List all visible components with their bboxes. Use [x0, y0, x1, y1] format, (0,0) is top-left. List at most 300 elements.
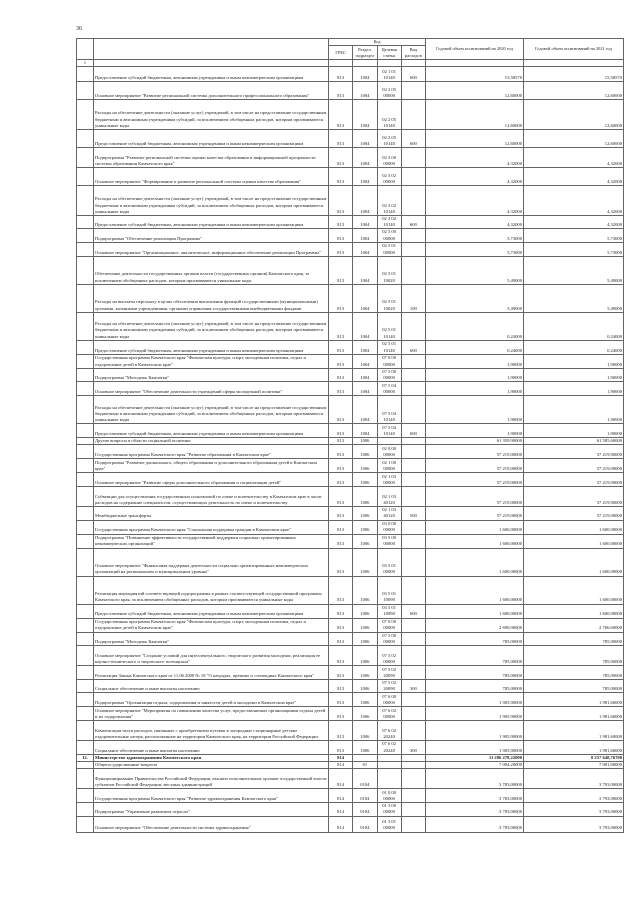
table-row	[77, 354, 624, 368]
table-row	[77, 167, 624, 185]
row-name: Министерство здравоохранения Камчатского края	[94, 754, 329, 761]
index-row	[77, 60, 624, 67]
row-grbs: 813	[329, 507, 353, 520]
row-sum-2020: 61 359,90000	[426, 438, 524, 445]
row-grbs: 813	[329, 185, 353, 215]
row-razdel: 1004	[353, 147, 377, 167]
row-target-article: 02 5 01 10020	[377, 256, 401, 284]
row-expense-type	[401, 396, 425, 424]
header-razdel: Раздел, подраздел	[353, 46, 377, 60]
table-row	[77, 721, 624, 741]
row-sum-2021: 2 766,60000	[524, 618, 624, 632]
row-grbs: 814	[329, 761, 353, 768]
row-grbs: 813	[329, 340, 353, 354]
row-razdel: 1004	[353, 368, 377, 381]
row-target-article: 07 6 02 00000	[377, 707, 401, 721]
row-number	[77, 680, 94, 693]
row-target-article: 07 5 02 20090	[377, 666, 401, 680]
row-name: Государственная программа Камчатского края "Физическая культура, спорт, молодежная политика, отдых и оздоровление детей в Камчатском крае"	[94, 354, 329, 368]
row-name: Реализация Закона Камчатского края от 11.06.2008 № 18 "О наградах, премиях и стипендиях Камчатского края"	[94, 666, 329, 680]
row-sum-2020: 15,58570	[426, 66, 524, 81]
header-row-1	[77, 39, 624, 46]
table-row	[77, 618, 624, 632]
row-sum-2020: 1 905,90000	[426, 721, 524, 741]
row-sum-2021: 4,32000	[524, 185, 624, 215]
row-grbs: 813	[329, 256, 353, 284]
budget-table	[76, 38, 624, 833]
row-name: Социальное обеспечение и иные выплаты населению	[94, 680, 329, 693]
row-number	[77, 741, 94, 754]
row-sum-2020: 3 783,00000	[426, 803, 524, 816]
row-target-article: 01 0 00 00000	[377, 789, 401, 803]
row-sum-2020: 785,00000	[426, 666, 524, 680]
row-name: Подпрограмма "Обеспечение реализации Программы"	[94, 229, 329, 242]
row-name: Общегосударственные вопросы	[94, 761, 329, 768]
row-number	[77, 147, 94, 167]
row-sum-2021: 5,73000	[524, 229, 624, 242]
row-number	[77, 604, 94, 618]
row-name: Обеспечение деятельности государственных органов власти (государственных органов) Камчатского края, за исключением обобщенных расходов, которым присваиваются уникальные коды	[94, 256, 329, 284]
row-grbs: 813	[329, 473, 353, 487]
row-name: Основное мероприятие "Финансовая поддержка деятельности социально ориентированных некоммерческих организаций на региональном и муниципальном уровнях"	[94, 548, 329, 576]
row-name: Расходы на обеспечение деятельности (оказание услуг) учреждений, в том числе на предоставление государственным бюджетным и автономным учреждениям субсидий, за исключением обобщенных расходов, которым присваиваются уникальные коды	[94, 185, 329, 215]
row-expense-type	[401, 761, 425, 768]
row-expense-type	[401, 693, 425, 707]
row-number	[77, 445, 94, 459]
row-expense-type	[401, 256, 425, 284]
row-grbs: 813	[329, 707, 353, 721]
row-expense-type	[401, 534, 425, 548]
row-expense-type: 600	[401, 215, 425, 228]
row-name: Основное мероприятие "Формирование и развитие региональной системы оценки качества образования"	[94, 167, 329, 185]
row-number	[77, 769, 94, 789]
row-grbs: 813	[329, 445, 353, 459]
row-sum-2020: 57 219,00000	[426, 473, 524, 487]
row-razdel: 1006	[353, 632, 377, 645]
row-razdel: 1006	[353, 520, 377, 534]
row-name: Предоставление субсидий бюджетным, автономным учреждениям и иным некоммерческим организациям	[94, 66, 329, 81]
row-sum-2021: 785,00000	[524, 632, 624, 645]
row-target-article: 07 5 02 00000	[377, 646, 401, 666]
row-name: Государственная программа Камчатского края "Развитие образования в Камчатском крае"	[94, 445, 329, 459]
row-number	[77, 354, 94, 368]
row-expense-type	[401, 754, 425, 761]
row-sum-2021: 57 219,00000	[524, 487, 624, 507]
table-row	[77, 534, 624, 548]
row-expense-type	[401, 459, 425, 473]
row-target-article: 02 1 03 40120	[377, 487, 401, 507]
row-grbs: 813	[329, 129, 353, 147]
row-grbs: 814	[329, 789, 353, 803]
row-sum-2020: 57 219,00000	[426, 487, 524, 507]
row-razdel: 1004	[353, 185, 377, 215]
row-target-article: 07 5 00 00000	[377, 632, 401, 645]
row-grbs: 813	[329, 229, 353, 242]
row-expense-type	[401, 789, 425, 803]
table-row	[77, 803, 624, 816]
row-sum-2020: 4,32000	[426, 167, 524, 185]
row-grbs: 813	[329, 81, 353, 99]
row-target-article: 07 0 00 00000	[377, 618, 401, 632]
row-expense-type	[401, 368, 425, 381]
table-row	[77, 312, 624, 340]
row-target-article: 01 3 00 00000	[377, 803, 401, 816]
row-sum-2021: 5,73000	[524, 242, 624, 256]
row-number	[77, 816, 94, 832]
table-row	[77, 81, 624, 99]
table-row	[77, 680, 624, 693]
row-sum-2020: 5,73000	[426, 229, 524, 242]
row-expense-type	[401, 81, 425, 99]
row-razdel: 1006	[353, 548, 377, 576]
row-number	[77, 693, 94, 707]
row-name: Основное мероприятие "Обеспечение деятельности системы здравоохранения"	[94, 816, 329, 832]
row-grbs: 813	[329, 438, 353, 445]
row-sum-2021: 1 600,00000	[524, 604, 624, 618]
row-name: Расходы на обеспечение деятельности (оказание услуг) учреждений, в том числе на предоставление государственным бюджетным и автономным учреждениям субсидий, за исключением обобщенных расходов, которым присваиваются уникальные коды	[94, 396, 329, 424]
row-target-article: 07 5 02 20090	[377, 680, 401, 693]
row-number	[77, 761, 94, 768]
row-sum-2021: 4,32000	[524, 215, 624, 228]
row-sum-2021: 12,60000	[524, 129, 624, 147]
row-target-article: 02 2 05 10140	[377, 99, 401, 129]
row-target-article: 07 0 00 00000	[377, 354, 401, 368]
row-razdel: 1004	[353, 167, 377, 185]
table-row	[77, 693, 624, 707]
row-sum-2021: 1 981,60000	[524, 721, 624, 741]
table-row	[77, 396, 624, 424]
row-number	[77, 721, 94, 741]
row-grbs: 813	[329, 99, 353, 129]
row-number	[77, 81, 94, 99]
row-razdel: 0104	[353, 803, 377, 816]
row-sum-2021: 1,90000	[524, 354, 624, 368]
row-number	[77, 666, 94, 680]
table-row	[77, 769, 624, 789]
row-razdel: 1004	[353, 129, 377, 147]
row-sum-2021: 15,58570	[524, 66, 624, 81]
row-grbs: 813	[329, 147, 353, 167]
row-sum-2020: 12,60000	[426, 81, 524, 99]
row-target-article: 03 5 00 00000	[377, 534, 401, 548]
row-razdel: 1006	[353, 473, 377, 487]
table-row	[77, 215, 624, 228]
row-target-article: 02 1 03 00000	[377, 473, 401, 487]
row-target-article: 03 5 01 10090	[377, 604, 401, 618]
row-grbs: 814	[329, 803, 353, 816]
table-row	[77, 487, 624, 507]
row-grbs: 813	[329, 487, 353, 507]
row-target-article: 02 5 01 00000	[377, 242, 401, 256]
row-grbs: 813	[329, 646, 353, 666]
header-sum-2020: Годовой объем ассигнований на 2020 год	[426, 39, 524, 60]
row-sum-2020: 1 905,90000	[426, 693, 524, 707]
header-code-group: Код	[329, 39, 426, 46]
row-grbs: 813	[329, 721, 353, 741]
row-name: Подпрограмма "Управление развитием отрасли"	[94, 803, 329, 816]
row-number	[77, 340, 94, 354]
row-grbs: 813	[329, 741, 353, 754]
row-target-article: 07 6 00 00000	[377, 693, 401, 707]
row-target-article: 02 2 05 10140	[377, 129, 401, 147]
row-number	[77, 438, 94, 445]
row-sum-2021: 1 600,00000	[524, 520, 624, 534]
table-row	[77, 424, 624, 438]
table-row	[77, 438, 624, 445]
row-sum-2020: 57 219,00000	[426, 507, 524, 520]
index-cell	[524, 60, 624, 67]
row-razdel: 1006	[353, 618, 377, 632]
row-sum-2021: 785,00000	[524, 680, 624, 693]
row-sum-2020: 12,60000	[426, 129, 524, 147]
row-name: Подпрограмма "Развитие дошкольного, общего образования и дополнительного образования детей в Камчатском крае"	[94, 459, 329, 473]
header-num	[77, 39, 94, 60]
row-expense-type	[401, 769, 425, 789]
row-expense-type	[401, 438, 425, 445]
row-name: Государственная программа Камчатского края "Социальная поддержка граждан в Камчатском крае"	[94, 520, 329, 534]
row-sum-2021: 1 981,60000	[524, 707, 624, 721]
row-sum-2020: 57 219,00000	[426, 459, 524, 473]
row-number	[77, 646, 94, 666]
row-name: Предоставление субсидий бюджетным, автономным учреждениям и иным некоммерческим организациям	[94, 215, 329, 228]
row-grbs: 813	[329, 354, 353, 368]
row-razdel: 1006	[353, 666, 377, 680]
header-grbs: ГРБС	[329, 46, 353, 60]
row-sum-2021: 57 219,00000	[524, 473, 624, 487]
table-row	[77, 368, 624, 381]
row-grbs: 813	[329, 534, 353, 548]
index-cell	[377, 60, 401, 67]
row-expense-type	[401, 312, 425, 340]
row-number	[77, 66, 94, 81]
table-row	[77, 646, 624, 666]
table-row	[77, 604, 624, 618]
table-body	[77, 66, 624, 832]
row-name: Другие вопросы в области социальной политики	[94, 438, 329, 445]
row-target-article	[377, 769, 401, 789]
row-grbs: 813	[329, 312, 353, 340]
row-target-article: 02 3 02 10140	[377, 215, 401, 228]
table-row	[77, 789, 624, 803]
row-name: Подпрограмма "Развитие региональной системы оценки качества образования и информационной прозрачности системы образования Камчатского края"	[94, 147, 329, 167]
row-name: Предоставление субсидий бюджетным, автономным учреждениям и иным некоммерческим организациям	[94, 424, 329, 438]
row-number	[77, 256, 94, 284]
row-expense-type	[401, 354, 425, 368]
row-grbs: 813	[329, 680, 353, 693]
row-grbs: 813	[329, 693, 353, 707]
row-sum-2021: 785,00000	[524, 646, 624, 666]
row-grbs: 813	[329, 424, 353, 438]
row-sum-2021: 61 585,60000	[524, 438, 624, 445]
row-name: Основное мероприятие "Мероприятия по повышению качества услуг, предоставляемых организациями отдыха детей и их оздоровления"	[94, 707, 329, 721]
row-expense-type	[401, 632, 425, 645]
row-target-article	[377, 754, 401, 761]
row-grbs: 813	[329, 368, 353, 381]
row-sum-2021: 12,60000	[524, 81, 624, 99]
row-target-article: 02 1 03 40120	[377, 507, 401, 520]
row-name: Основное мероприятие "Создание условий для интеллектуального, творческого развития молодежи, реализация ее научно-технического и творческого потенциала"	[94, 646, 329, 666]
row-number	[77, 473, 94, 487]
row-number	[77, 382, 94, 396]
row-razdel: 01	[353, 761, 377, 768]
row-number	[77, 459, 94, 473]
row-sum-2021: 1 600,00000	[524, 534, 624, 548]
row-number	[77, 632, 94, 645]
row-sum-2021: 0,24000	[524, 312, 624, 340]
row-name: Расходы на обеспечение деятельности (оказание услуг) учреждений, в том числе на предоставление государственным бюджетным и автономным учреждениям субсидий, за исключением обобщенных расходов, которым присваиваются уникальные коды	[94, 99, 329, 129]
row-grbs: 813	[329, 618, 353, 632]
row-expense-type: 300	[401, 680, 425, 693]
table-row	[77, 520, 624, 534]
row-razdel: 1006	[353, 507, 377, 520]
row-razdel: 1006	[353, 487, 377, 507]
row-expense-type	[401, 721, 425, 741]
header-expense-type: Вид расходов	[401, 46, 425, 60]
row-expense-type	[401, 445, 425, 459]
row-razdel: 1006	[353, 741, 377, 754]
row-expense-type	[401, 548, 425, 576]
row-grbs: 813	[329, 215, 353, 228]
row-number	[77, 618, 94, 632]
row-grbs: 813	[329, 242, 353, 256]
row-grbs: 813	[329, 382, 353, 396]
row-grbs: 813	[329, 604, 353, 618]
row-sum-2021: 4,32000	[524, 167, 624, 185]
row-expense-type: 600	[401, 424, 425, 438]
row-target-article: 02 5 00 00000	[377, 229, 401, 242]
row-name: Компенсация части расходов, связанных с приобретением путевок в загородные стационарные детские оздоровительные лагеря, расположенные на территории Камчатского края, на территории Российской Федерации	[94, 721, 329, 741]
row-expense-type	[401, 229, 425, 242]
table-row	[77, 666, 624, 680]
row-sum-2021: 5,49000	[524, 256, 624, 284]
index-cell	[426, 60, 524, 67]
row-razdel: 1006	[353, 680, 377, 693]
row-grbs: 813	[329, 632, 353, 645]
row-grbs: 814	[329, 769, 353, 789]
row-razdel: 1006	[353, 604, 377, 618]
row-sum-2021: 1 600,00000	[524, 576, 624, 604]
row-target-article: 07 5 00 00000	[377, 368, 401, 381]
row-sum-2020: 1,90000	[426, 396, 524, 424]
row-number	[77, 99, 94, 129]
row-expense-type	[401, 167, 425, 185]
table-row	[77, 548, 624, 576]
row-sum-2020: 1 905,90000	[426, 707, 524, 721]
index-cell	[401, 60, 425, 67]
table-row	[77, 816, 624, 832]
row-razdel: 1006	[353, 646, 377, 666]
row-sum-2020: 785,00000	[426, 646, 524, 666]
row-sum-2020: 5,73000	[426, 242, 524, 256]
row-target-article: 03 5 01 10090	[377, 576, 401, 604]
row-expense-type	[401, 803, 425, 816]
row-sum-2021: 3 793,00000	[524, 789, 624, 803]
row-sum-2021: 7 081,00000	[524, 761, 624, 768]
row-name: Основное мероприятие "Развитие региональной системы дополнительного профессионального образования"	[94, 81, 329, 99]
row-expense-type	[401, 382, 425, 396]
row-expense-type: 600	[401, 340, 425, 354]
row-number	[77, 167, 94, 185]
row-number	[77, 242, 94, 256]
row-number: 12.	[77, 754, 94, 761]
index-cell: 1	[77, 60, 94, 67]
row-number	[77, 576, 94, 604]
row-razdel: 1006	[353, 693, 377, 707]
row-name: Подпрограмма "Молодежь Камчатки"	[94, 632, 329, 645]
row-number	[77, 534, 94, 548]
row-sum-2020: 1 600,00000	[426, 534, 524, 548]
table-row	[77, 459, 624, 473]
row-sum-2021: 57 219,00000	[524, 459, 624, 473]
row-expense-type	[401, 618, 425, 632]
row-sum-2021: 3 793,00000	[524, 803, 624, 816]
table-row	[77, 147, 624, 167]
row-sum-2021: 1 981,60000	[524, 693, 624, 707]
index-cell	[353, 60, 377, 67]
row-sum-2020: 4,32000	[426, 185, 524, 215]
row-razdel	[353, 754, 377, 761]
row-grbs: 813	[329, 520, 353, 534]
row-number	[77, 548, 94, 576]
row-sum-2021: 5,49000	[524, 284, 624, 312]
row-name: Предоставление субсидий бюджетным, автономным учреждениям и иным некоммерческим организациям	[94, 129, 329, 147]
table-row	[77, 229, 624, 242]
row-target-article: 02 0 00 00000	[377, 445, 401, 459]
row-number	[77, 396, 94, 424]
row-expense-type: 500	[401, 507, 425, 520]
table-row	[77, 284, 624, 312]
row-expense-type	[401, 147, 425, 167]
row-expense-type	[401, 473, 425, 487]
row-name: Расходы на обеспечение деятельности (оказание услуг) учреждений, в том числе на предоставление государственным бюджетным и автономным учреждениям субсидий, за исключением обобщенных расходов, которым присваиваются уникальные коды	[94, 312, 329, 340]
row-expense-type	[401, 816, 425, 832]
table-row	[77, 707, 624, 721]
row-name: Социальное обеспечение и иные выплаты населению	[94, 741, 329, 754]
row-sum-2020: 1,90000	[426, 354, 524, 368]
row-target-article: 02 1 01 10140	[377, 66, 401, 81]
row-sum-2020: 1,90000	[426, 424, 524, 438]
row-target-article: 03 0 00 00000	[377, 520, 401, 534]
row-grbs: 813	[329, 666, 353, 680]
row-expense-type: 600	[401, 129, 425, 147]
row-name: Реализация мероприятий соответствующей подпрограммы в рамках соответствующей государственной программы Камчатского края, за исключением обобщенных расходов, которым присваиваются уникальные коды	[94, 576, 329, 604]
row-number	[77, 507, 94, 520]
row-sum-2020: 7 004,20000	[426, 761, 524, 768]
row-expense-type	[401, 242, 425, 256]
row-grbs: 813	[329, 284, 353, 312]
row-number	[77, 520, 94, 534]
row-expense-type	[401, 646, 425, 666]
row-grbs: 813	[329, 548, 353, 576]
row-razdel: 1006	[353, 445, 377, 459]
row-razdel: 0104	[353, 816, 377, 832]
row-sum-2021: 57 219,00000	[524, 445, 624, 459]
row-razdel: 1004	[353, 256, 377, 284]
row-sum-2020: 5,49000	[426, 256, 524, 284]
table-row	[77, 242, 624, 256]
row-number	[77, 789, 94, 803]
row-sum-2020: 1 600,00000	[426, 520, 524, 534]
row-sum-2020: 0,24000	[426, 312, 524, 340]
row-sum-2021: 1,90000	[524, 396, 624, 424]
row-grbs: 813	[329, 576, 353, 604]
row-sum-2020: 1 600,00000	[426, 604, 524, 618]
row-sum-2021: 3 793,00000	[524, 816, 624, 832]
row-expense-type	[401, 576, 425, 604]
table-row	[77, 741, 624, 754]
row-grbs: 813	[329, 396, 353, 424]
row-grbs: 814	[329, 754, 353, 761]
